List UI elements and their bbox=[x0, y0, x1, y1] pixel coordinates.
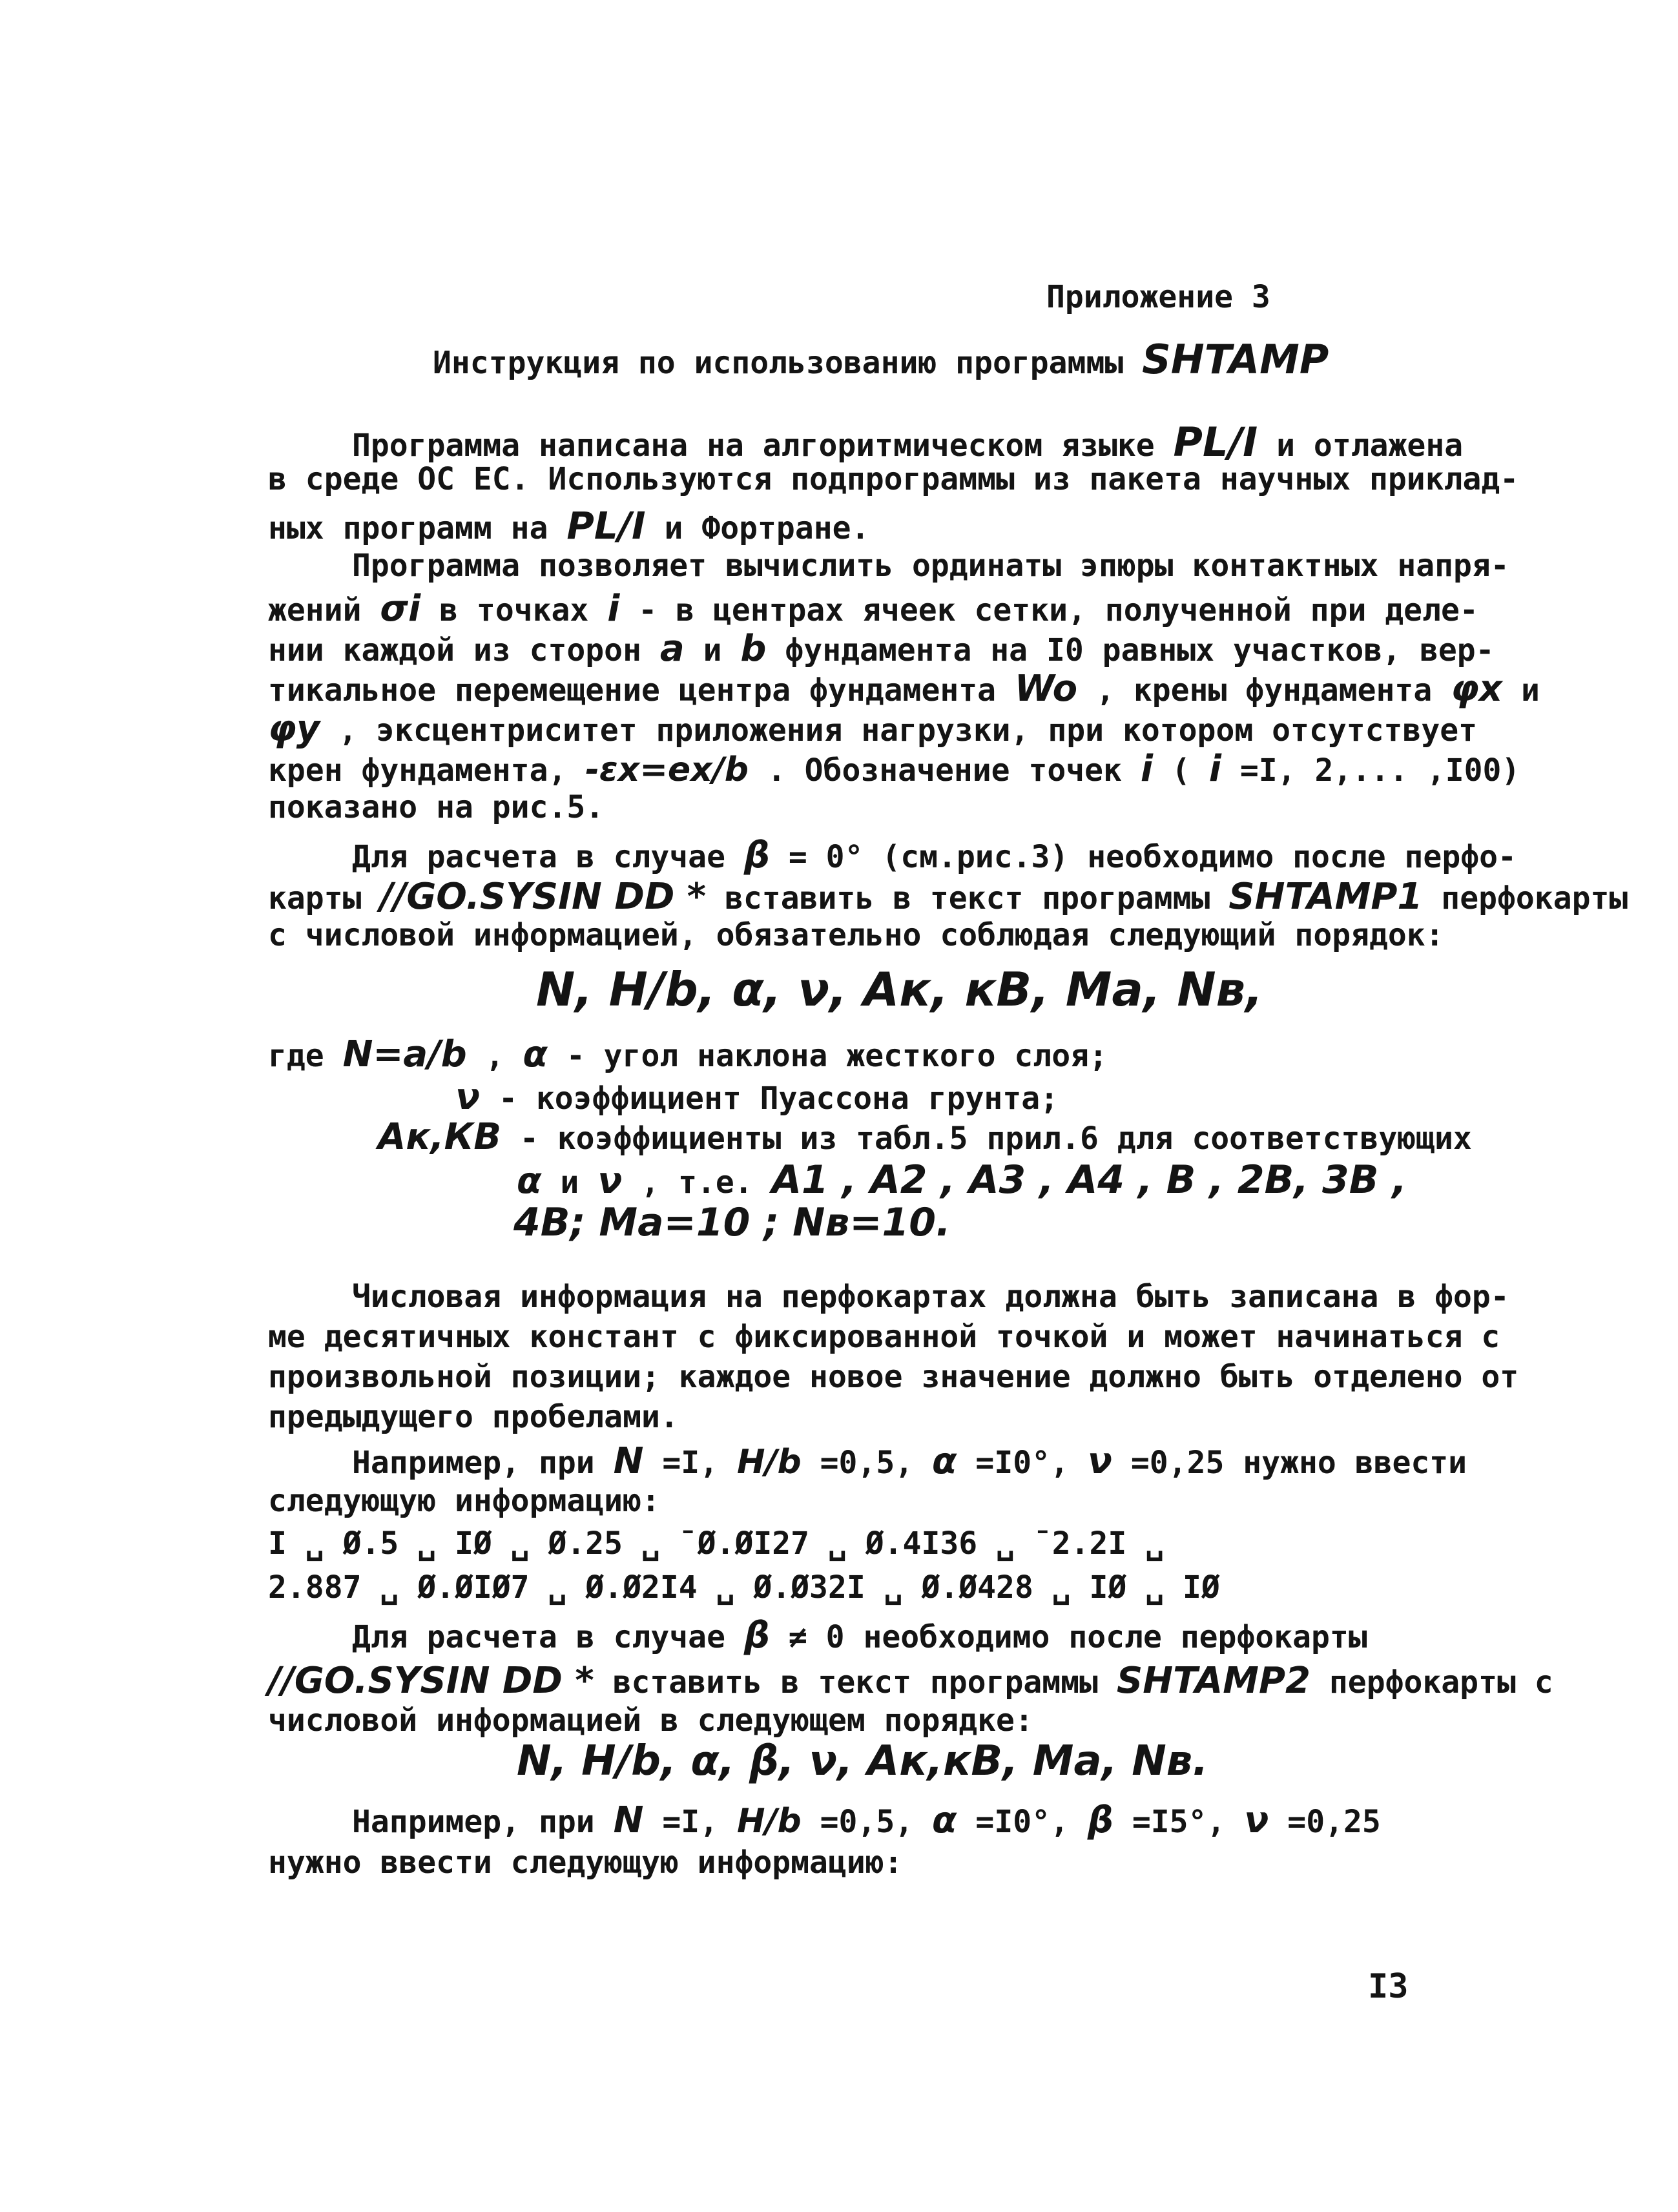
text: =I5°, bbox=[1132, 1804, 1226, 1840]
para2-line5 bbox=[268, 708, 1477, 750]
nu-symbol: ν bbox=[1087, 1440, 1112, 1482]
text: =I, bbox=[662, 1445, 719, 1481]
para1-line3 bbox=[268, 504, 869, 548]
h-over-b: H/b bbox=[736, 1443, 802, 1482]
text: =0,25 нужно ввести bbox=[1130, 1445, 1467, 1481]
para4-line3: произвольной позиции; каждое новое значение должно быть отделено от bbox=[268, 1359, 1519, 1395]
jcl-statement: //GO.SYSIN DD * bbox=[268, 1660, 594, 1702]
para4-line2: ме десятичных констант с фиксированной точкой и может начинаться с bbox=[268, 1319, 1500, 1355]
program-shtamp1: SHTAMP1 bbox=[1228, 876, 1423, 918]
para5-line1 bbox=[352, 1615, 1367, 1657]
para5-line2 bbox=[268, 1660, 1553, 1702]
alpha-symbol: α bbox=[517, 1160, 542, 1202]
beta-symbol: β bbox=[1087, 1799, 1113, 1841]
beta-symbol: β bbox=[743, 834, 770, 876]
h-over-b: H/b bbox=[736, 1802, 802, 1841]
text: Например, при bbox=[352, 1445, 595, 1481]
text: тикальное перемещение центра фундамента bbox=[268, 672, 997, 708]
text: =0,5, bbox=[820, 1804, 914, 1840]
text: где bbox=[268, 1038, 324, 1074]
text: вставить в текст программы bbox=[725, 880, 1210, 916]
text: и bbox=[560, 1164, 579, 1201]
text: и bbox=[1520, 672, 1540, 708]
text: - в центрах ячеек сетки, полученной при деле- bbox=[638, 592, 1478, 628]
b-symbol: b bbox=[740, 628, 767, 670]
text: , крены фундамента bbox=[1096, 672, 1433, 708]
title-program-name: SHTAMP bbox=[1142, 336, 1329, 383]
n-definition: N=a/b bbox=[342, 1033, 467, 1075]
page-number: I3 bbox=[1368, 1967, 1409, 2006]
text: жений bbox=[268, 592, 362, 628]
coefficient-list: A1 , A2 , A3 , A4 , B , 2B, 3B , bbox=[771, 1157, 1407, 1203]
example1-line1 bbox=[352, 1440, 1467, 1482]
example2-line2: нужно ввести следующую информацию: bbox=[268, 1845, 903, 1881]
jcl-statement: //GO.SYSIN DD * bbox=[380, 876, 707, 918]
text: . Обозначение точек bbox=[767, 752, 1122, 789]
text: =0,5, bbox=[820, 1445, 914, 1481]
i-symbol: i bbox=[607, 588, 620, 630]
para1-text-c: и отлажена bbox=[1276, 428, 1464, 464]
program-shtamp2: SHTAMP2 bbox=[1116, 1660, 1310, 1702]
para2-line6 bbox=[268, 748, 1520, 790]
example1-data-line1: I ␣ Ø.5 ␣ IØ ␣ Ø.25 ␣ ¯Ø.ØI27 ␣ Ø.4I36 ␣ ¯2.2I ␣ bbox=[268, 1525, 1165, 1562]
text: фундамента на I0 равных участков, вер- bbox=[785, 632, 1495, 668]
a-symbol: a bbox=[659, 628, 685, 670]
ak-kv-symbols: Ак,КВ bbox=[378, 1116, 502, 1158]
alpha-symbol: α bbox=[932, 1799, 957, 1841]
para4-line4: предыдущего пробелами. bbox=[268, 1399, 679, 1435]
text: Например, при bbox=[352, 1804, 595, 1840]
para3-line3: с числовой информацией, обязательно соблюдая следующий порядок: bbox=[268, 917, 1444, 953]
example1-line2: следующую информацию: bbox=[268, 1483, 660, 1519]
para1-text-3a: ных программ на bbox=[268, 510, 548, 546]
nu-symbol: ν bbox=[455, 1076, 481, 1118]
example2-line1 bbox=[352, 1799, 1381, 1841]
text: = 0° (см.рис.3) необходимо после перфо- bbox=[788, 839, 1517, 875]
appendix-label: Приложение 3 bbox=[1046, 279, 1270, 315]
text: вставить в текст программы bbox=[612, 1664, 1098, 1700]
phi-x-symbol: φx bbox=[1451, 668, 1503, 710]
text: - угол наклона жесткого слоя; bbox=[566, 1038, 1108, 1074]
language-pl1: PL/I bbox=[1173, 419, 1258, 466]
text: =I, 2,... ,I00) bbox=[1239, 752, 1520, 789]
alpha-symbol: α bbox=[932, 1440, 957, 1482]
text: =I, bbox=[662, 1804, 719, 1840]
para2-line7: показано на рис.5. bbox=[268, 789, 605, 825]
w0-symbol: Wo bbox=[1014, 668, 1078, 710]
para5-line3: числовой информацией в следующем порядке: bbox=[268, 1702, 1033, 1739]
para2-line3 bbox=[268, 628, 1495, 670]
i-symbol: i bbox=[1140, 748, 1154, 790]
para4-line1: Числовая информация на перфокартах должна быть записана в фор- bbox=[352, 1279, 1509, 1315]
n-symbol: N bbox=[613, 1799, 644, 1841]
legend-line-3: 4B; Ma=10 ; Nв=10. bbox=[513, 1200, 951, 1245]
para1-text-3c: и Фортране. bbox=[664, 510, 870, 546]
example1-data-line2: 2.887 ␣ Ø.ØIØ7 ␣ Ø.Ø2I4 ␣ Ø.Ø32I ␣ Ø.Ø428 ␣ IØ ␣ IØ bbox=[268, 1569, 1220, 1606]
text: - коэффициент Пуассона грунта; bbox=[499, 1080, 1059, 1117]
para3-line1 bbox=[352, 834, 1517, 876]
legend-line-2 bbox=[517, 1157, 1407, 1203]
document-title bbox=[433, 336, 1329, 383]
text: нии каждой из сторон bbox=[268, 632, 641, 668]
para1-line2: в среде ОС ЕС. Используются подпрограммы из пакета научных приклад- bbox=[268, 461, 1519, 497]
legend-line-nu bbox=[455, 1076, 1059, 1118]
text: Для расчета в случае bbox=[352, 1619, 725, 1655]
text: Для расчета в случае bbox=[352, 839, 725, 875]
text: перфокарты с bbox=[1329, 1664, 1553, 1700]
phi-y-symbol: φy bbox=[268, 708, 320, 750]
para2-line4 bbox=[268, 668, 1540, 710]
alpha-symbol: α bbox=[523, 1033, 548, 1075]
eccentricity-formula: -εx=ex/b bbox=[585, 750, 749, 789]
para2-line2 bbox=[268, 588, 1478, 630]
text: , т.е. bbox=[641, 1164, 753, 1201]
text: , эксцентриситет приложения нагрузки, при котором отсутствует bbox=[338, 712, 1478, 749]
para2-line1: Программа позволяет вычислить ординаты эпюры контактных напря- bbox=[352, 548, 1509, 584]
i-symbol: i bbox=[1208, 748, 1221, 790]
sigma-symbol: σi bbox=[380, 588, 421, 630]
legend-line-coefficients bbox=[378, 1116, 1472, 1158]
title-prefix: Инструкция по использованию программы bbox=[433, 345, 1124, 381]
text: =0,25 bbox=[1287, 1804, 1381, 1840]
legend-line-alpha: где N=a/b , α - угол наклона жесткого слоя; bbox=[268, 1033, 1108, 1075]
text: карты bbox=[268, 880, 362, 916]
input-order-formula-2: N, H/b, α, β, ν, Ак,кВ, Ma, Nв. bbox=[517, 1737, 1208, 1785]
nu-symbol: ν bbox=[1244, 1799, 1269, 1841]
text: крен фундамента, bbox=[268, 752, 567, 789]
text: - коэффициенты из табл.5 прил.6 для соответствующих bbox=[519, 1121, 1472, 1157]
beta-symbol: β bbox=[743, 1615, 770, 1657]
text: ( bbox=[1171, 752, 1190, 789]
para1-text-a: Программа написана на алгоритмическом языке bbox=[352, 428, 1155, 464]
para3-line2 bbox=[268, 876, 1628, 918]
text: =I0°, bbox=[975, 1445, 1069, 1481]
text: перфокарты bbox=[1441, 880, 1628, 916]
language-pl1-2: PL/I bbox=[566, 504, 646, 548]
text: и bbox=[703, 632, 722, 668]
nu-symbol: ν bbox=[597, 1160, 623, 1202]
text: =I0°, bbox=[975, 1804, 1069, 1840]
n-symbol: N bbox=[613, 1440, 644, 1482]
input-order-formula-1: N, H/b, α, ν, Ак, кВ, Ma, Nв, bbox=[536, 962, 1263, 1017]
para1-line1 bbox=[352, 419, 1463, 466]
text: в точках bbox=[439, 592, 589, 628]
text: ≠ 0 необходимо после перфокарты bbox=[788, 1619, 1367, 1655]
